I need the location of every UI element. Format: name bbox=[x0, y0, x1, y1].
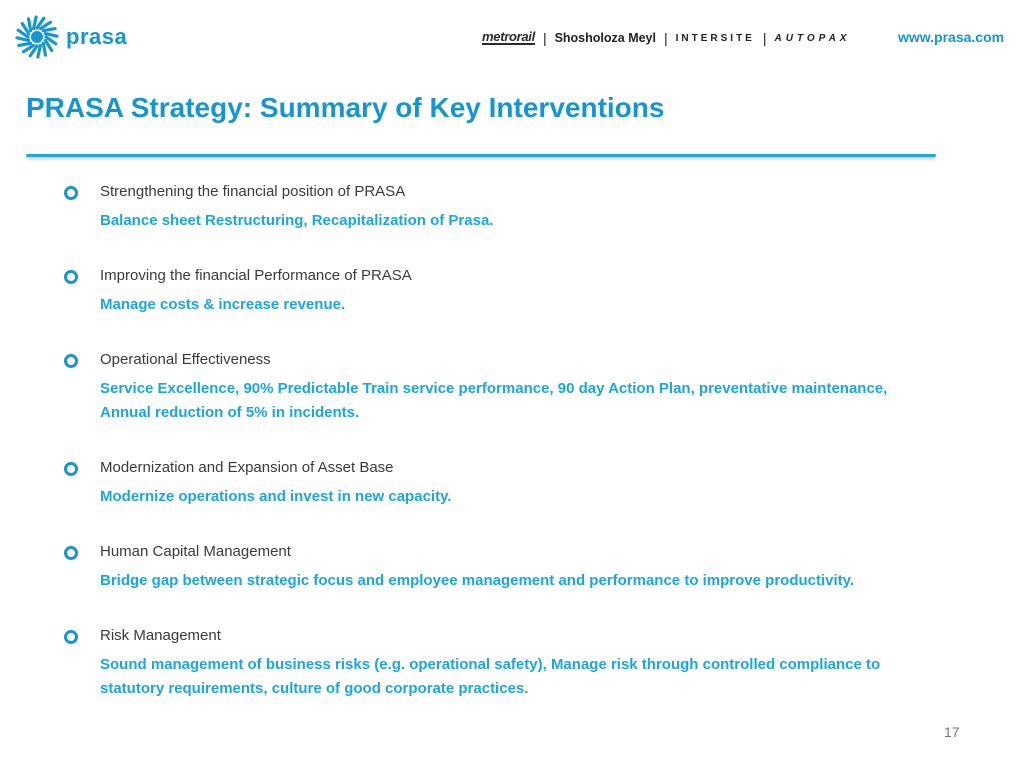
autopax-logo: AUTOPAX bbox=[774, 32, 851, 44]
item-heading: Risk Management bbox=[100, 627, 221, 644]
bullet-icon bbox=[64, 270, 78, 284]
brand-separator: | bbox=[762, 30, 767, 46]
brand-separator: | bbox=[663, 30, 668, 46]
bullet-icon bbox=[64, 462, 78, 476]
item-heading: Modernization and Expansion of Asset Base bbox=[100, 459, 394, 476]
bullet-icon bbox=[64, 630, 78, 644]
item-detail: Manage costs & increase revenue. bbox=[100, 296, 346, 313]
title-divider bbox=[26, 154, 936, 157]
interventions-list bbox=[64, 182, 924, 734]
intersite-logo: INTERSITE bbox=[675, 32, 755, 44]
bullet-icon bbox=[64, 546, 78, 560]
prasa-sunburst-icon bbox=[14, 14, 60, 60]
item-detail: Balance sheet Restructuring, Recapitalization of Prasa. bbox=[100, 212, 494, 229]
shosholoza-meyl-logo: Shosholoza Meyl bbox=[554, 31, 656, 45]
item-heading: Strengthening the financial position of PRASA bbox=[100, 183, 406, 200]
metrorail-logo: metrorail bbox=[482, 29, 535, 44]
item-detail: Service Excellence, 90% Predictable Train service performance, 90 day Action Plan, preventative maintenance, Annual reduction of 5% in incidents. bbox=[100, 380, 888, 421]
logo-text: prasa bbox=[66, 24, 128, 49]
item-detail: Sound management of business risks (e.g. operational safety), Manage risk through controlled compliance to statutory requirements, culture of good corporate practices. bbox=[100, 656, 881, 697]
item-detail: Bridge gap between strategic focus and employee management and performance to improve productivity. bbox=[100, 572, 855, 589]
item-detail: Modernize operations and invest in new capacity. bbox=[100, 488, 452, 505]
page-number: 17 bbox=[944, 724, 960, 740]
slide-title: PRASA Strategy: Summary of Key Interventions bbox=[26, 92, 665, 123]
list-item bbox=[64, 626, 924, 701]
list-item bbox=[64, 350, 924, 425]
brand-strip bbox=[482, 30, 850, 46]
list-item bbox=[64, 182, 924, 233]
prasa-logo bbox=[14, 14, 127, 60]
item-heading: Operational Effectiveness bbox=[100, 351, 271, 368]
slide-header bbox=[0, 0, 1024, 72]
bullet-icon bbox=[64, 354, 78, 368]
list-item bbox=[64, 266, 924, 317]
list-item bbox=[64, 458, 924, 509]
item-heading: Human Capital Management bbox=[100, 543, 291, 560]
item-heading: Improving the financial Performance of PRASA bbox=[100, 267, 412, 284]
list-item bbox=[64, 542, 924, 593]
bullet-icon bbox=[64, 186, 78, 200]
brand-separator: | bbox=[542, 30, 547, 46]
website-link[interactable]: www.prasa.com bbox=[898, 29, 1005, 45]
